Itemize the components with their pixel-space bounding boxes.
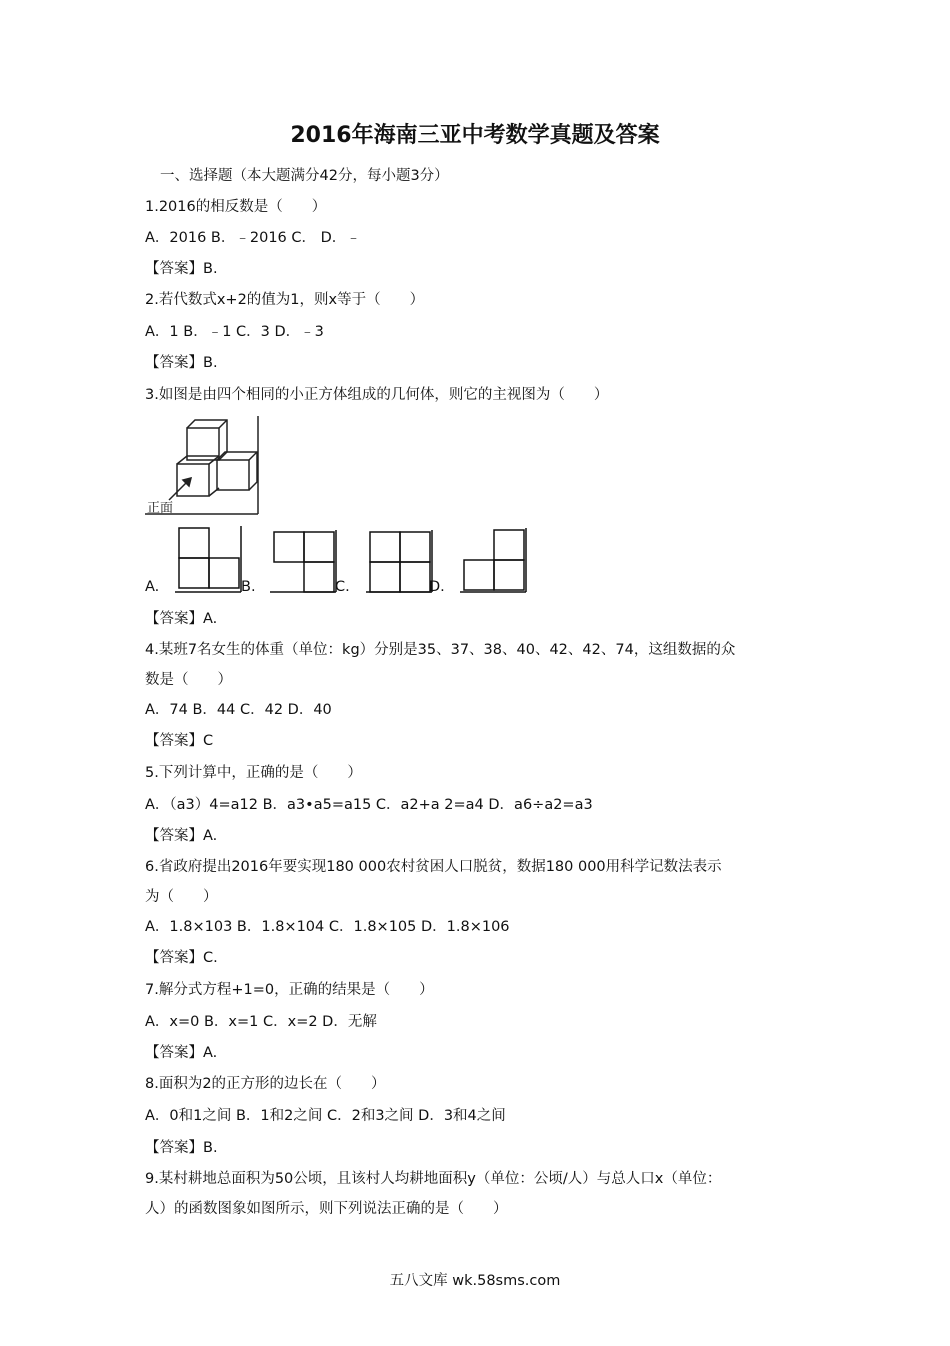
question-1: 1.2016的相反数是（ ） <box>145 199 327 215</box>
answer-5: 【答案】A. <box>145 828 218 844</box>
question-6: 6.省政府提出2016年要实现180 000农村贫困人口脱贫，数据180 000用科学记数法表示 <box>145 859 722 875</box>
options-4: A．74 B．44 C．42 D．40 <box>145 702 332 718</box>
answer-6: 【答案】C. <box>145 950 218 966</box>
options-2: A．1 B．﹣1 C．3 D．﹣3 <box>145 324 324 340</box>
question-4: 4.某班7名女生的体重（单位：kg）分别是35、37、38、40、42、42、74，这组数据的众 <box>145 642 736 658</box>
option-a-label: A. <box>145 579 160 595</box>
page-title: 2016年海南三亚中考数学真题及答案 <box>290 123 660 148</box>
cube-figure <box>145 416 263 516</box>
question-9: 9.某村耕地总面积为50公顷，且该村人均耕地面积y（单位：公顷/人）与总人口x（单位： <box>145 1171 722 1187</box>
question-3: 3.如图是由四个相同的小正方体组成的几何体，则它的主视图为（ ） <box>145 387 609 403</box>
option-c-figure <box>366 530 434 594</box>
answer-2: 【答案】B. <box>145 355 218 371</box>
answer-8: 【答案】B. <box>145 1140 218 1156</box>
question-5: 5.下列计算中，正确的是（ ） <box>145 765 362 781</box>
question-8: 8.面积为2的正方形的边长在（ ） <box>145 1076 386 1092</box>
question-2: 2.若代数式x+2的值为1，则x等于（ ） <box>145 292 425 308</box>
question-4-cont: 数是（ ） <box>145 672 232 688</box>
options-6: A．1.8×103 B．1.8×104 C．1.8×105 D．1.8×106 <box>145 919 510 935</box>
option-c-label: C. <box>335 579 350 595</box>
answer-3: 【答案】A. <box>145 611 218 627</box>
options-5: A．（a3）4=a12 B．a3•a5=a15 C．a2+a 2=a4 D．a6÷a2=a3 <box>145 797 593 813</box>
footer-watermark: 五八文库 wk.58sms.com <box>389 1273 561 1289</box>
option-b-label: B. <box>241 579 256 595</box>
question-9-cont: 人）的函数图象如图所示，则下列说法正确的是（ ） <box>145 1201 508 1217</box>
options-1: A．2016 B．﹣2016 C． D．﹣ <box>145 230 361 246</box>
option-a-figure <box>175 526 243 594</box>
answer-4: 【答案】C <box>145 733 214 749</box>
option-d-figure <box>460 528 528 594</box>
figure-label: 正面 <box>147 501 174 516</box>
option-d-label: D. <box>429 579 445 595</box>
answer-7: 【答案】A. <box>145 1045 218 1061</box>
answer-1: 【答案】B. <box>145 261 218 277</box>
question-7: 7.解分式方程+1=0，正确的结果是（ ） <box>145 982 434 998</box>
question-6-cont: 为（ ） <box>145 889 218 905</box>
options-7: A．x=0 B．x=1 C．x=2 D．无解 <box>145 1014 377 1030</box>
options-8: A．0和1之间 B．1和2之间 C．2和3之间 D．3和4之间 <box>145 1108 506 1124</box>
section-header: 一、选择题（本大题满分42分，每小题3分） <box>160 168 449 184</box>
option-b-figure <box>270 530 338 594</box>
